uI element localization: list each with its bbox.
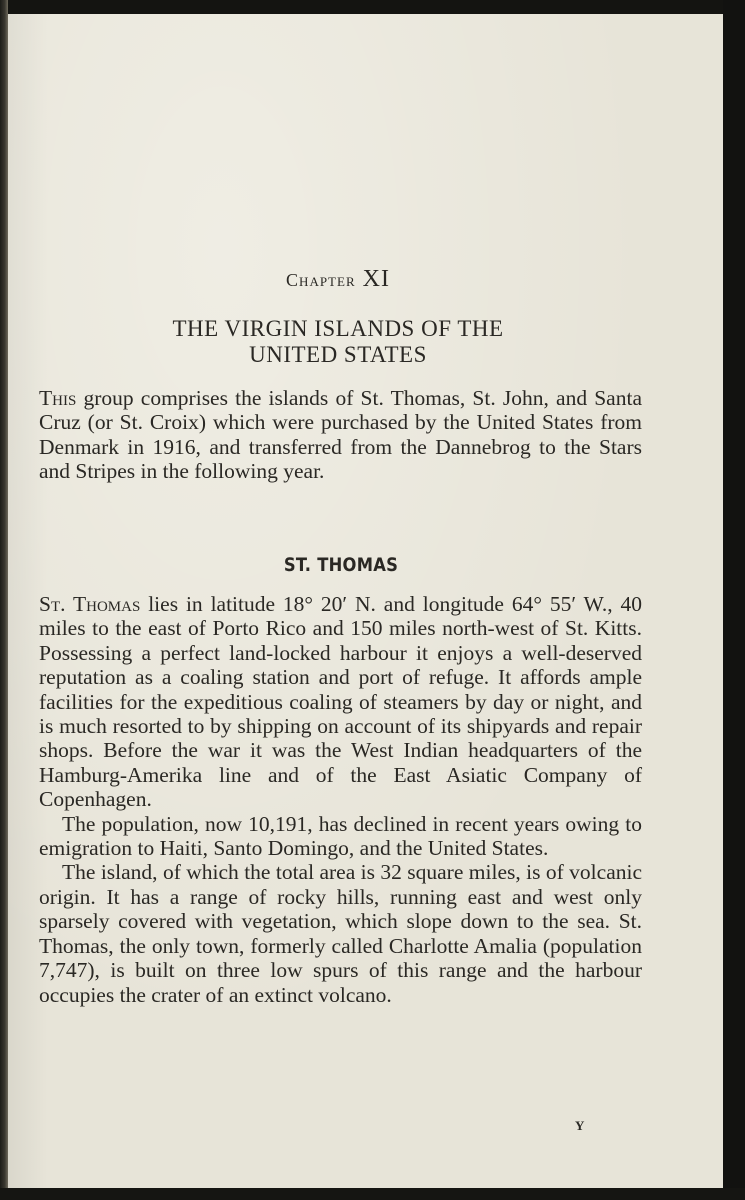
chapter-label: Chapter <box>286 270 356 290</box>
paragraph-3: The island, of which the total area is 32 square miles, is of volcanic origin. It has a range of rocky hills, running east and west only sparsely covered with vegetation, which slope down to the sea. St. Thomas, the only town, formerly called Charlotte Amalia (population 7,747), is built on three low spurs of this range and the harbour occupies the crater of an extinct volcano. <box>39 860 642 1007</box>
paragraph-1-lead: St. Thomas <box>39 592 141 616</box>
scan-border-right <box>723 0 745 1200</box>
book-spine-edge <box>0 0 8 1200</box>
intro-paragraph <box>39 386 642 484</box>
chapter-heading <box>8 266 668 293</box>
intro-lead-word: This <box>39 386 77 410</box>
chapter-title-line-2: UNITED STATES <box>249 342 427 367</box>
signature-mark: Y <box>575 1118 585 1133</box>
book-page <box>8 14 723 1188</box>
section-heading: ST. THOMAS <box>283 554 399 576</box>
paragraph-2: The population, now 10,191, has declined in recent years owing to emigration to Haiti, Santo Domingo, and the United States. <box>39 811 642 861</box>
section-body <box>39 592 642 1007</box>
chapter-number: XI <box>362 266 390 292</box>
scan-border-bottom <box>0 1188 745 1200</box>
intro-text: group comprises the islands of St. Thomas, St. John, and Santa Cruz (or St. Croix) which were purchased by the United States from Denmark in 1916, and transferred from the Dannebrog to the Stars and Stripes in the following year. <box>39 386 642 484</box>
paragraph-1-text: lies in latitude 18° 20′ N. and longitude 64° 55′ W., 40 miles to the east of Porto Rico and 150 miles north-west of St. Kitts. Possessing a perfect land-locked harbour it enjoys a well-deserved reputation as a coaling station and port of refuge. It affords ample facilities for the expeditious coaling of steamers by day or night, and is much resorted to by shipping on account of its shipyards and repair shops. Before the war it was the West Indian headquarters of the Hamburg-Amerika line and of the East Asiatic Company of Copenhagen. <box>39 592 642 812</box>
chapter-title-line-1: THE VIRGIN ISLANDS OF THE <box>172 316 504 341</box>
chapter-title <box>8 316 668 368</box>
paragraph-1 <box>39 592 642 812</box>
scan-border-top <box>0 0 745 14</box>
